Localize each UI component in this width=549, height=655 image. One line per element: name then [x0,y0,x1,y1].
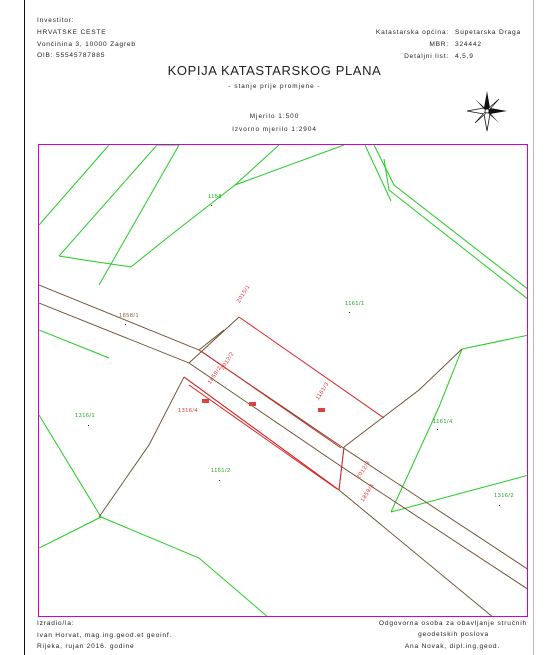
detail-sheet-value: 4,5,9 [455,53,474,60]
place-date: Rijeka, rujan 2016. godine [37,643,135,650]
detail-sheet-label: Detaljni list: [404,53,449,60]
map-lines [39,145,528,617]
prepared-by-name: Ivan Horvat, mag.ing.geod.et geoinf. [37,632,173,639]
investor-label: Investitor: [37,17,75,24]
parcel-centroid [437,429,438,430]
parcel-label-1161-2: 1161/2 [211,468,231,474]
cadastral-municipality-value: Supetarska Draga [455,29,521,36]
source-scale: Izvorno mjerilo 1:2904 [232,126,317,133]
page-right-border [533,0,534,655]
parcel-label-2012-2: 2012/2 [220,350,236,372]
responsible-person-line1: Odgovorna osoba za obavljanje stručnih [378,620,527,627]
document-title: KOPIJA KATASTARSKOG PLANA [167,63,382,78]
parcel-centroid [88,425,89,426]
parcel-label-1161-3: 1161/3 [315,381,331,402]
investor-oib: OIB: 55545787885 [37,52,106,59]
parcel-label-1859-3: 1859/3 [360,482,376,504]
document-subtitle: - stanje prije promjene - [228,83,321,90]
road-label-1858-1: 1858/1 [119,313,140,319]
parcel-label-2012-3: 2012/3 [356,459,372,481]
change-marker [202,399,209,403]
parcel-centroid [211,205,212,206]
parcel-label-1158: 1158 [208,194,223,200]
parcel-centroid [125,324,126,325]
mbr-label: MBR: [429,41,449,48]
cadastral-municipality-label: Katastarska općina: [375,29,449,36]
change-marker [249,402,256,406]
parcel-label-1161-4: 1161/4 [433,419,453,425]
responsible-person-name: Ana Novak, dipl.ing.geod. [404,643,500,650]
parcel-label-1161-1: 1161/1 [345,301,365,307]
north-arrow-icon [466,90,508,132]
parcel-label-1316-2: 1316/2 [494,493,515,499]
change-marker [318,408,325,412]
mbr-value: 324442 [455,41,482,48]
responsible-person-line2: geodetskih poslova [418,631,489,638]
cadastral-map [38,144,528,617]
investor-address: Vončinina 3, 10000 Zagreb [37,41,136,48]
map-scale: Mjerilo 1:500 [249,113,300,120]
parcel-label-1859-2: 1859/2 [207,365,224,386]
page-left-border [24,0,25,655]
parcel-centroid [349,312,350,313]
parcel-label-2015-1: 2015/1 [236,283,252,305]
parcel-label-1316-1: 1316/1 [75,413,96,419]
parcel-centroid [219,480,220,481]
parcel-centroid [499,505,500,506]
parcel-label-1316-4: 1316/4 [178,408,199,414]
investor-name: HRVATSKE CESTE [37,29,107,36]
prepared-by-label: Izradio/la: [37,620,75,627]
